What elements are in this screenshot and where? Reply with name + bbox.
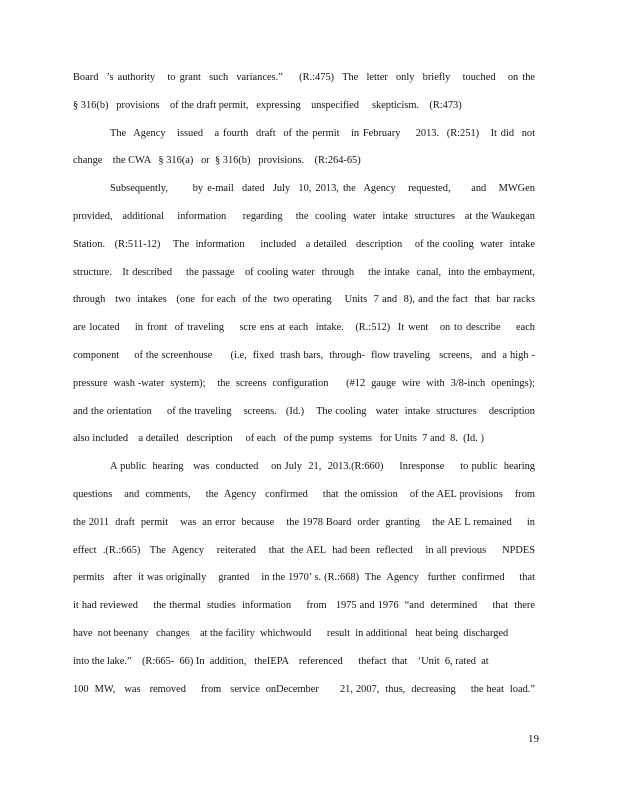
text-line: The Agency issued a fourth draft of the permit in February 2013. (R:251) It did not (110, 127, 535, 139)
page-number: 19 (528, 733, 539, 745)
text-line: component of the screenhouse (i.e, fixed trash bars, through- flow traveling screens, and a high - (73, 349, 535, 361)
text-line: structure. It described the passage of cooling water through the intake canal, into the embayment, (73, 266, 535, 278)
text-line: have not beenany changes at the facility whichwould result in additional heat being discharged (73, 627, 509, 639)
text-line: also included a detailed description of each of the pump systems for Units 7 and 8. (Id. ) (73, 433, 484, 445)
text-line: Board ’s authority to grant such variances.” (R.:475) The letter only briefly touched on the (73, 72, 535, 83)
text-line: through two intakes (one for each of the two operating Units 7 and 8), and the fact that bar racks (73, 294, 535, 306)
text-line: effect .(R.:665) The Agency reiterated that the AEL had been reflected in all previous NPDES (73, 544, 535, 556)
text-line: the 2011 draft permit was an error because the 1978 Board order granting the AE L remained in (73, 516, 535, 528)
text-line: A public hearing was conducted on July 21, 2013.(R:660) Inresponse to public hearing (110, 461, 535, 473)
text-line: change the CWA § 316(a) or § 316(b) provisions. (R:264-65) (73, 155, 361, 167)
text-line: Station. (R:511-12) The information included a detailed description of the cooling water intake (73, 238, 535, 250)
text-line: § 316(b) provisions of the draft permit, expressing unspecified skepticism. (R:473) (73, 99, 462, 111)
text-line: provided, additional information regarding the cooling water intake structures at the Waukegan (73, 210, 535, 222)
text-line: and the orientation of the traveling screens. (Id.) The cooling water intake structures description (73, 405, 535, 417)
text-line: permits after it was originally granted in the 1970’ s. (R.:668) The Agency further confirmed that (73, 572, 535, 584)
body-text (73, 70, 535, 709)
text-line: are located in front of traveling scre ens at each intake. (R.:512) It went on to describe each (73, 322, 535, 334)
text-line: pressure wash -water system); the screens configuration (#12 gauge wire with 3/8-inch openings); (73, 377, 535, 389)
text-line: questions and comments, the Agency confirmed that the omission of the AEL provisions from (73, 488, 535, 500)
text-line: into the lake.” (R:665- 66) In addition, theIEPA referenced thefact that ‘Unit 6, rated at (73, 655, 489, 667)
text-line: it had reviewed the thermal studies information from 1975 and 1976 “and determined that there (73, 600, 535, 612)
text-line: 100 MW, was removed from service onDecember 21, 2007, thus, decreasing the heat load.” (73, 683, 535, 695)
text-line: Subsequently, by e-mail dated July 10, 2013, the Agency requested, and MWGen (110, 183, 535, 195)
